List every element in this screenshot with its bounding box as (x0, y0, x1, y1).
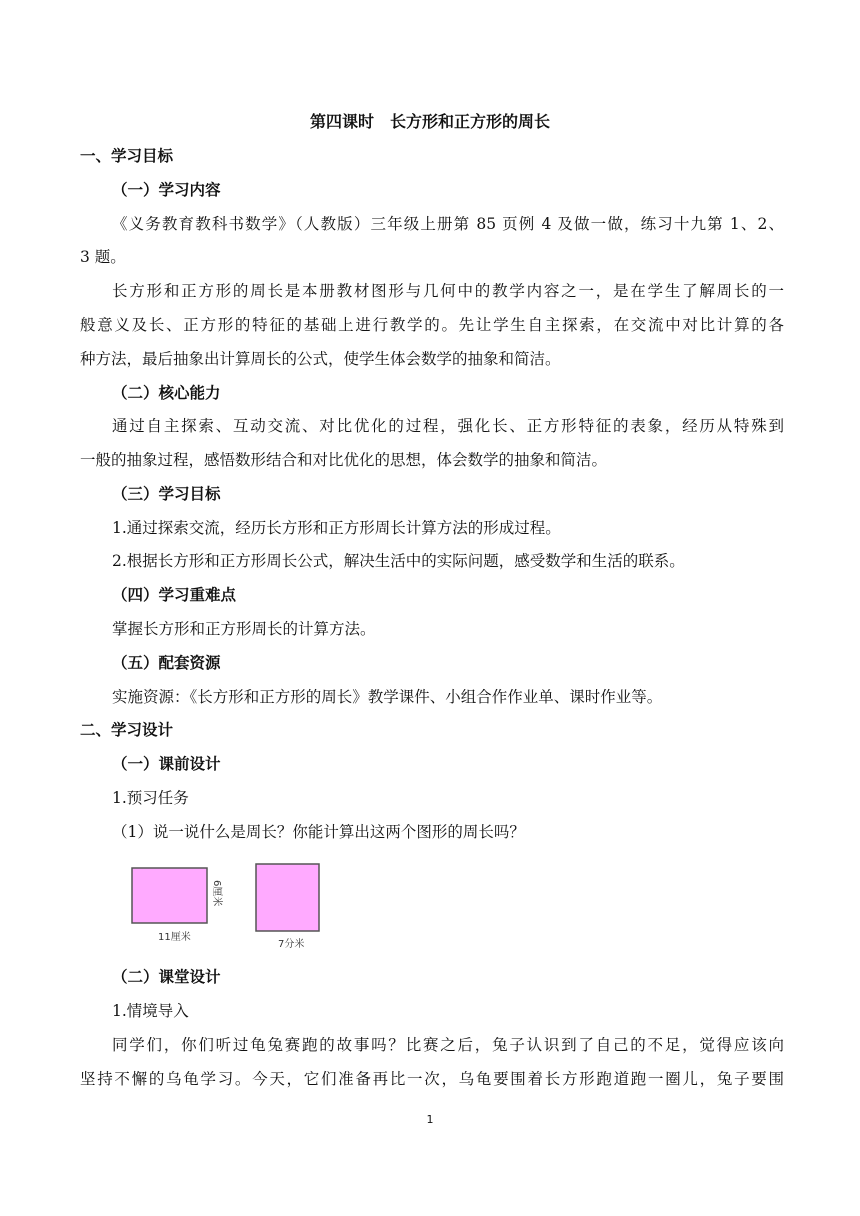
subheading-ability: （二）核心能力 (112, 384, 221, 402)
shapes-figure (128, 860, 328, 950)
paragraph-line: 掌握长方形和正方形周长的计算方法。 (112, 620, 376, 638)
square-side-label: 7分米 (278, 939, 305, 950)
rectangle-shape (132, 868, 207, 923)
subheading-classroom: （二）课堂设计 (112, 968, 221, 986)
paragraph-line: 般意义及长、正方形的特征的基础上进行教学的。先让学生自主探索，在交流中对比计算的各 (80, 316, 784, 334)
objective-item: 2.根据长方形和正方形周长公式，解决生活中的实际问题，感受数学和生活的联系。 (112, 552, 685, 570)
paragraph-line: 3 题。 (80, 248, 126, 266)
paragraph-line: 实施资源：《长方形和正方形的周长》教学课件、小组合作作业单、课时作业等。 (112, 688, 663, 706)
page-number: 1 (426, 1113, 434, 1126)
rectangle-height-label: 6厘米 (211, 880, 222, 907)
paragraph-line: 《义务教育教科书数学》（人教版）三年级上册第 85 页例 4 及做一做，练习十九第 1、2、 (112, 215, 784, 233)
subheading-resources: （五）配套资源 (112, 654, 221, 672)
paragraph-line: 同学们，你们听过龟兔赛跑的故事吗？比赛之后，兔子认识到了自己的不足，觉得应该向 (112, 1036, 784, 1054)
section-heading-goals: 一、学习目标 (80, 147, 174, 165)
paragraph-line: 一般的抽象过程，感悟数形结合和对比优化的思想，体会数学的抽象和简洁。 (80, 451, 608, 469)
page-title: 第四课时 长方形和正方形的周长 (309, 112, 550, 131)
question-text: （1）说一说什么是周长？你能计算出这两个图形的周长吗？ (112, 823, 525, 841)
rectangle-width-label: 11厘米 (158, 932, 191, 943)
subheading-content: （一）学习内容 (112, 181, 221, 199)
paragraph-line: 通过自主探索、互动交流、对比优化的过程，强化长、正方形特征的表象，经历从特殊到 (112, 417, 784, 435)
objective-item: 1.通过探索交流，经历长方形和正方形周长计算方法的形成过程。 (112, 519, 561, 537)
square-shape (256, 864, 319, 931)
subheading-key-points: （四）学习重难点 (112, 586, 237, 604)
subheading-pre-class: （一）课前设计 (112, 755, 221, 773)
intro-heading: 1.情境导入 (112, 1002, 189, 1020)
section-heading-design: 二、学习设计 (80, 721, 174, 739)
task-heading: 1.预习任务 (112, 789, 189, 807)
paragraph-line: 坚持不懈的乌龟学习。今天，它们准备再比一次，乌龟要围着长方形跑道跑一圈儿，兔子要围 (80, 1070, 784, 1088)
subheading-objectives: （三）学习目标 (112, 485, 221, 503)
paragraph-line: 长方形和正方形的周长是本册教材图形与几何中的教学内容之一，是在学生了解周长的一 (112, 282, 784, 300)
paragraph-line: 种方法，最后抽象出计算周长的公式，使学生体会数学的抽象和简洁。 (80, 350, 561, 368)
